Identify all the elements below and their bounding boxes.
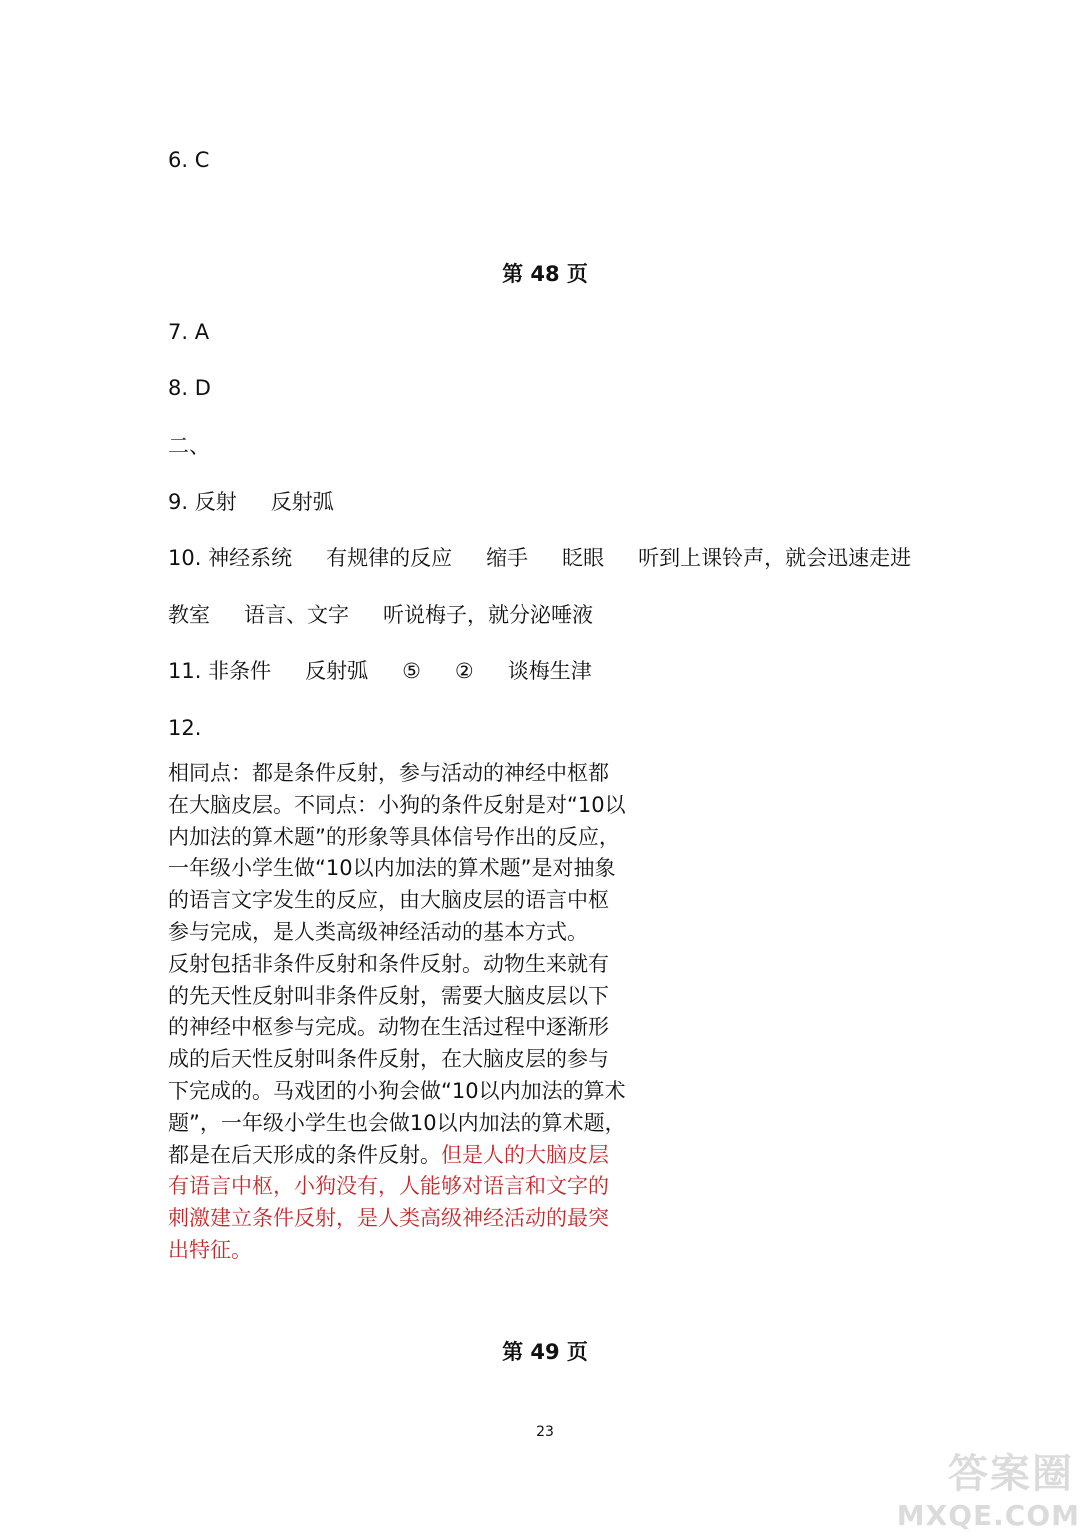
answer-10-continued — [168, 601, 593, 629]
answer-12-label: 12. — [168, 716, 202, 740]
answer-10-part: 眨眼 — [562, 546, 605, 570]
answer-6: 6. C — [168, 148, 210, 172]
paragraph-line-highlight: 刺激建立条件反射，是人类高级神经活动的最突 — [168, 1206, 609, 1231]
paragraph-line: 相同点：都是条件反射，参与活动的神经中枢都 — [168, 761, 609, 785]
answer-11 — [168, 657, 592, 685]
answer-11-part: ② — [454, 659, 474, 683]
paragraph-line: 在大脑皮层。不同点：小狗的条件反射是对“10以 — [168, 792, 626, 817]
paragraph-text-highlight: 但是人的大脑皮层 — [441, 1142, 609, 1167]
answer-7: 7. A — [168, 320, 210, 344]
answer-8: 8. D — [168, 376, 211, 400]
answer-11-part: 反射弧 — [305, 659, 369, 683]
watermark-url: MXQE.COM — [896, 1499, 1080, 1532]
answer-9-part: 9. 反射 — [168, 490, 237, 514]
answer-11-part: ⑤ — [402, 659, 421, 683]
answer-10-part: 语言、文字 — [244, 603, 349, 627]
answer-9-part: 反射弧 — [270, 490, 334, 514]
answer-11-part: 11. 非条件 — [168, 659, 272, 683]
paragraph-line: 下完成的。马戏团的小狗会做“10以内加法的算术 — [168, 1078, 626, 1103]
paragraph-line: 的语言文字发生的反应，由大脑皮层的语言中枢 — [168, 888, 609, 913]
paragraph-line: 的先天性反射叫非条件反射，需要大脑皮层以下 — [168, 983, 609, 1008]
page-heading-49: 第 49 页 — [502, 1340, 588, 1364]
answer-9 — [168, 488, 334, 516]
paragraph-text: 都是在后天形成的条件反射。 — [168, 1142, 441, 1167]
paragraph-line: 成的后天性反射叫条件反射，在大脑皮层的参与 — [168, 1047, 609, 1072]
answer-12-paragraph — [168, 758, 658, 1267]
answer-10-part: 听说梅子，就分泌唾液 — [383, 603, 593, 627]
answer-10-part: 教室 — [168, 603, 210, 627]
answer-11-part: 谈梅生津 — [507, 659, 592, 683]
paragraph-line-highlight: 出特征。 — [168, 1237, 252, 1262]
answer-10 — [168, 544, 911, 572]
watermark-logo-text: 答案圈 — [948, 1451, 1074, 1497]
answer-10-part: 缩手 — [486, 546, 529, 570]
paragraph-line-highlight: 有语言中枢，小狗没有，人能够对语言和文字的 — [168, 1174, 609, 1199]
paragraph-line-mixed — [168, 1140, 658, 1172]
watermark — [896, 1442, 1080, 1532]
paragraph-line: 参与完成，是人类高级神经活动的基本方式。 — [168, 919, 588, 944]
answer-10-part: 听到上课铃声，就会迅速走进 — [638, 546, 912, 570]
paragraph-line: 一年级小学生做“10以内加法的算术题”是对抽象 — [168, 856, 616, 881]
paragraph-line: 题”，一年级小学生也会做10以内加法的算术题， — [168, 1110, 626, 1135]
answer-10-part: 有规律的反应 — [326, 546, 453, 570]
answer-10-part: 10. 神经系统 — [168, 546, 293, 570]
paragraph-line: 的神经中枢参与完成。动物在生活过程中逐渐形 — [168, 1015, 609, 1040]
paragraph-line: 内加法的算术题”的形象等具体信号作出的反应， — [168, 824, 620, 849]
paragraph-line: 反射包括非条件反射和条件反射。动物生来就有 — [168, 951, 609, 976]
page-number: 23 — [536, 1424, 554, 1440]
page-heading-48: 第 48 页 — [502, 262, 588, 286]
section-2-label: 二、 — [168, 434, 210, 458]
